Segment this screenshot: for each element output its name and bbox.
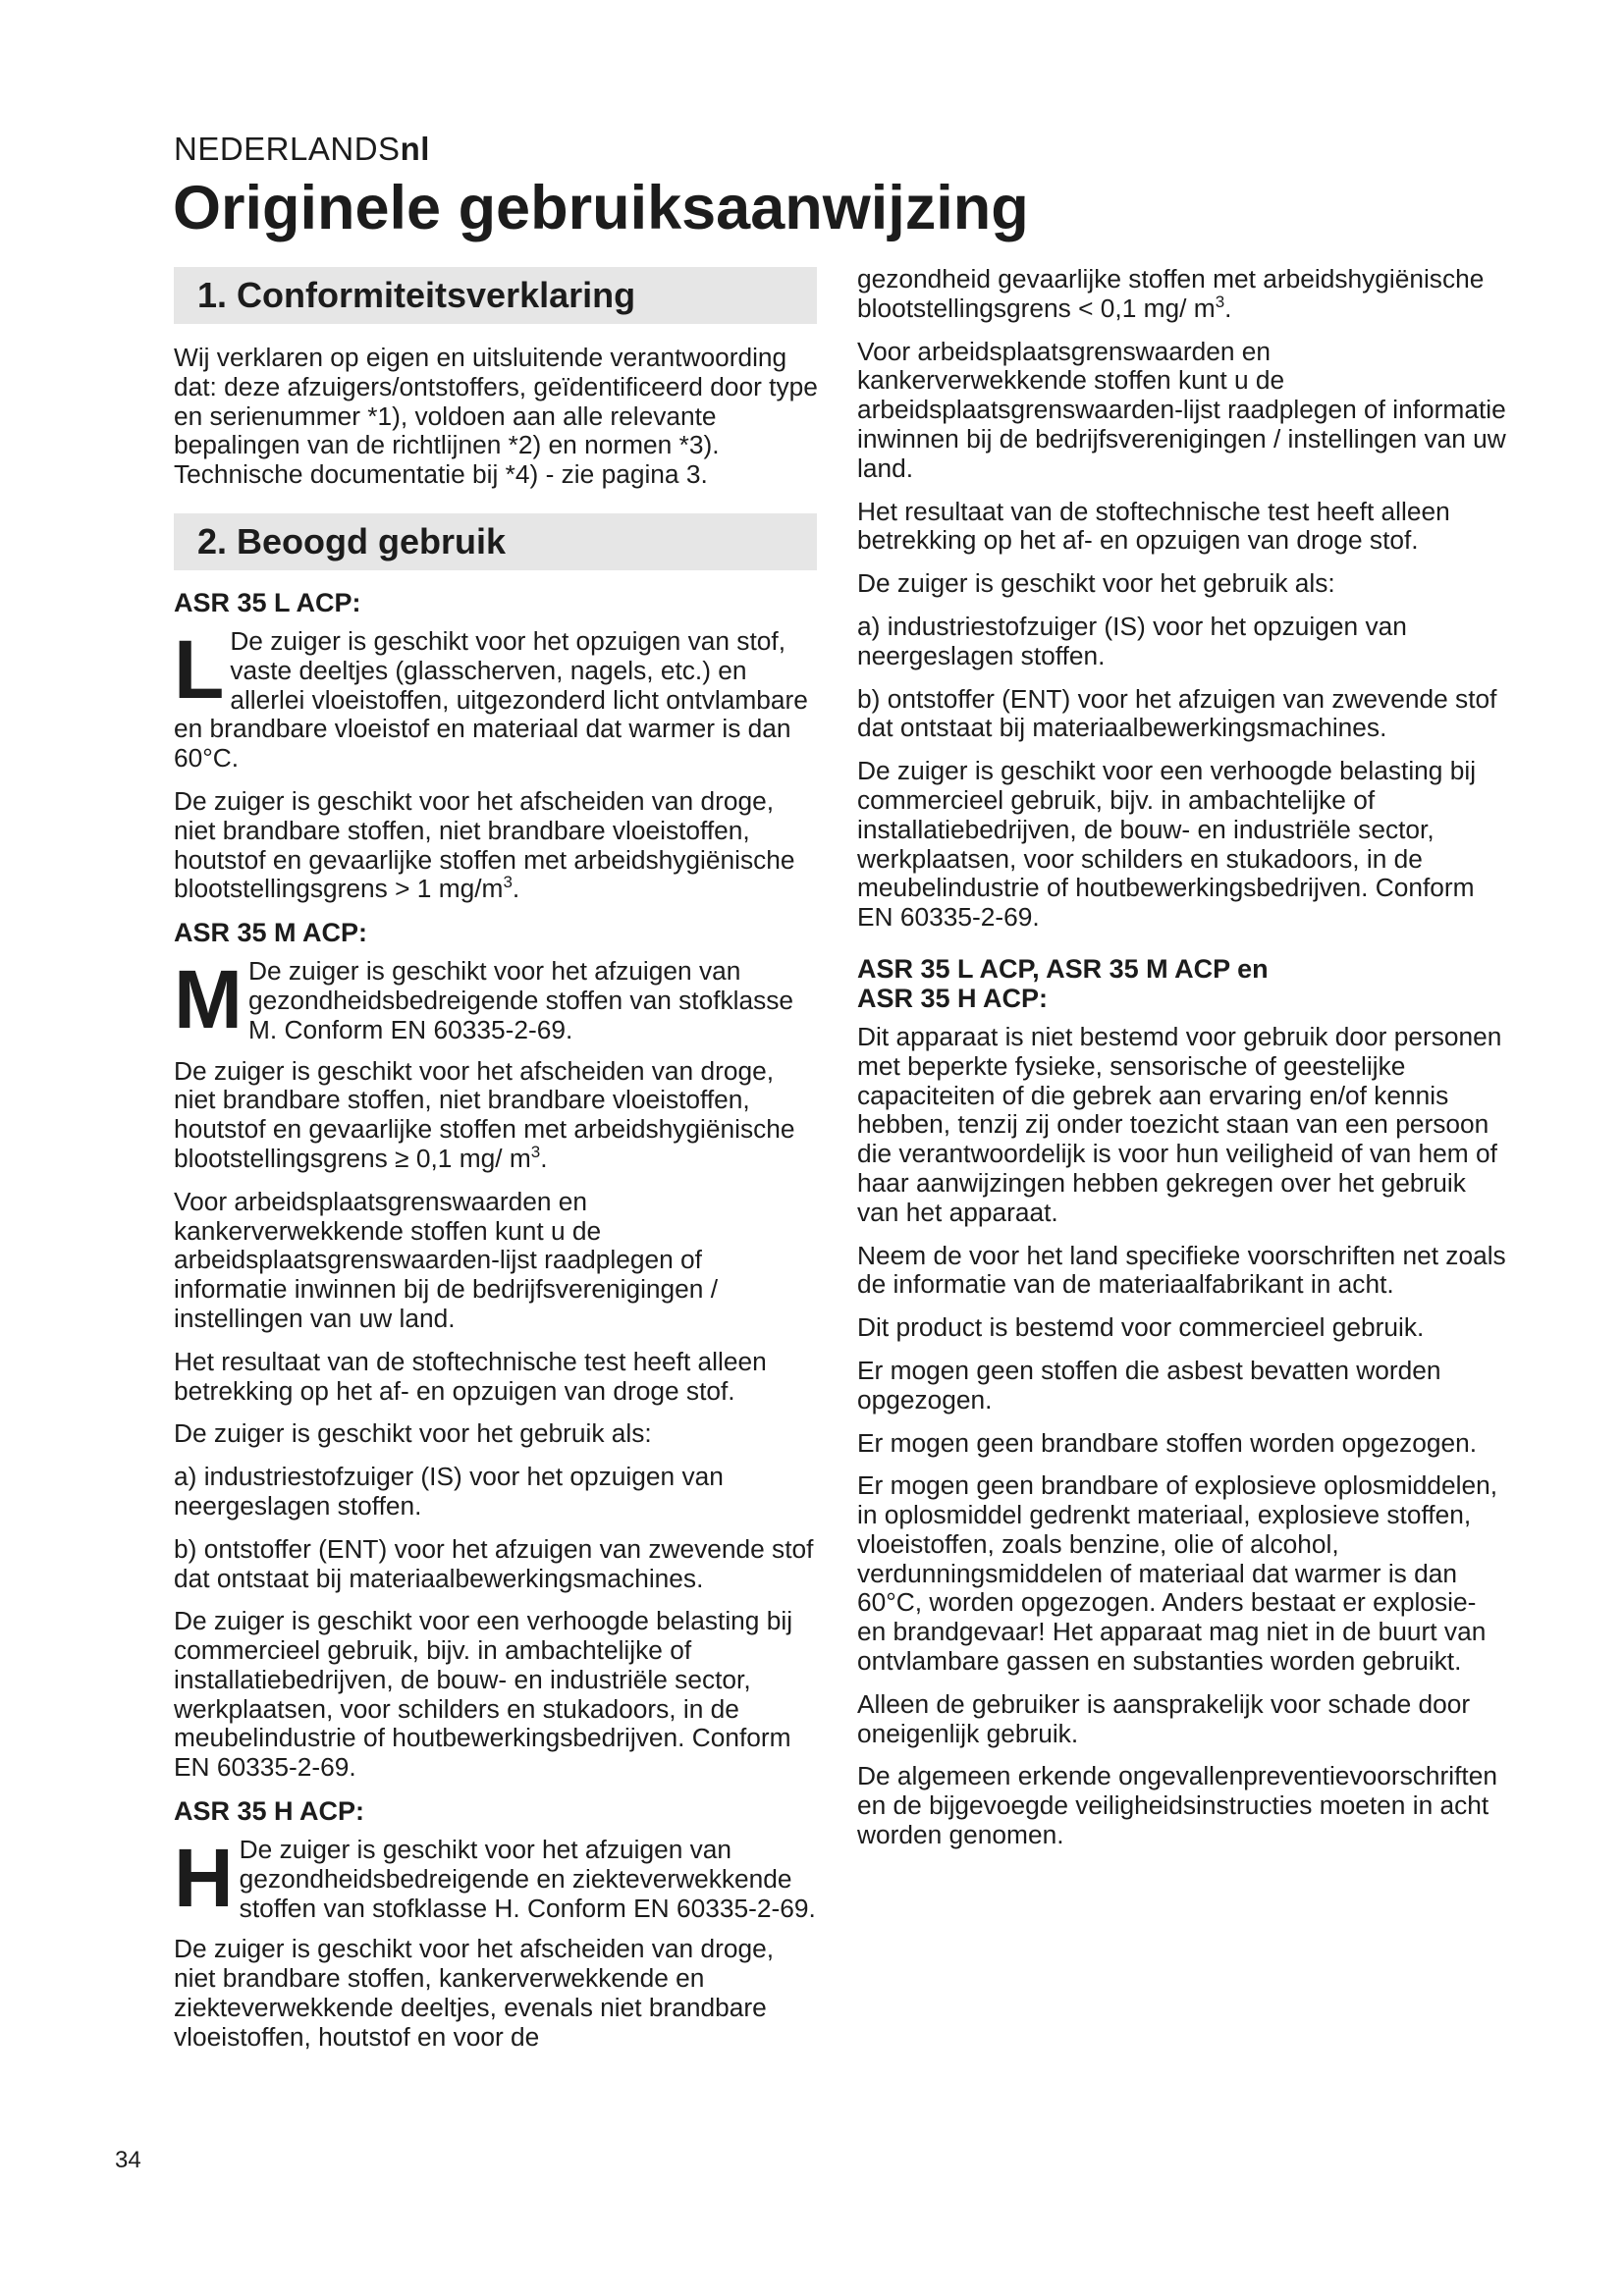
asr-35-h-heading: ASR 35 H ACP: — [174, 1796, 365, 1827]
safety-asbestos: Er mogen geen stoffen die asbest bevatten worden opgezogen. — [857, 1355, 1441, 1415]
asr-35-l-heading: ASR 35 L ACP: — [174, 587, 361, 617]
dust-class-m-icon: M — [174, 953, 243, 1046]
conformity-text: Wij verklaren op eigen en uitsluitende verantwoording dat: deze afzuigers/ontstoffers, geïdentificeerd door type en serienummer *1), voldoen aan alle relevante bepalingen van de richtlijnen *2) en normen *3). Technische documentatie bij *4) - zie pagina 3. — [174, 343, 818, 490]
right-continued-text: gezondheid gevaarlijke stoffen met arbeidshygiënische blootstellingsgrens < 0,1 mg/ $m^3$. — [857, 264, 1485, 323]
right-load: De zuiger is geschikt voor een verhoogde belasting bij commercieel gebruik, bijv. in ambachtelijke of installatiebedrijven, de bouw- en industriële sector, werkplaatsen, voor schilders en stukadoors, in de meubelindustrie of houtbewerkingsbedrijven. Conform EN 60335-2-69. — [857, 756, 1477, 933]
right-use-b: b) ontstoffer (ENT) voor het afzuigen van zwevende stof dat ontstaat bij materiaalbewerkingsmachines. — [857, 683, 1497, 743]
safety-accident-prevention: De algemeen erkende ongevallenpreventievoorschriften en de bijgevoegde veiligheidsinstructies moeten in acht worden genomen. — [857, 1761, 1497, 1850]
asr-35-m-test-result: Het resultaat van de stoftechnische test heeft alleen betrekking op het af- en opzuigen van droge stof. — [174, 1346, 767, 1406]
language-name: NEDERLANDS — [174, 131, 401, 167]
page-title: Originele gebruiksaanwijzing — [173, 174, 1029, 242]
asr-35-l-text: De zuiger is geschikt voor het afscheiden van droge, niet brandbare stoffen, niet brandbare vloeistoffen, houtstof en gevaarlijke stoffen met arbeidshygiënische blootstellingsgrens > 1 $mg/m^3$. — [174, 785, 795, 904]
safety-regulations: Neem de voor het land specifieke voorschriften net zoals de informatie van de materiaalfabrikant in acht. — [857, 1240, 1506, 1300]
asr-35-m-text: De zuiger is geschikt voor het afscheiden van droge, niet brandbare stoffen, niet brandbare vloeistoffen, houtstof en gevaarlijke stoffen met arbeidshygiënische blootstellingsgrens ≥ 0,1 mg/ $m^3$. — [174, 1055, 795, 1173]
right-use-intro: De zuiger is geschikt voor het gebruik als: — [857, 568, 1335, 599]
asr-35-m-load: De zuiger is geschikt voor een verhoogde belasting bij commercieel gebruik, bijv. in ambachtelijke of installatiebedrijven, de bouw- en industriële sector, werkplaatsen, voor schilders en stukadoors, in de meubelindustrie of houtbewerkingsbedrijven. Conform EN 60335-2-69. — [174, 1606, 793, 1783]
page-number: 34 — [115, 2147, 141, 2173]
dust-class-h-icon: H — [174, 1832, 234, 1925]
asr-35-l-intro: L De zuiger is geschikt voor het opzuigen van stof, vaste deeltjes (glasscherven, nagels, etc.) en allerlei vloeistoffen, uitgezonderd licht ontvlambare en brandbare vloeistof en materiaal dat warmer is dan 60°C. — [174, 622, 808, 774]
right-limits: Voor arbeidsplaatsgrenswaarden en kankerverwekkende stoffen kunt u de arbeidsplaatsgrenswaarden-lijst raadplegen of informatie inwinnen bij de bedrijfsverenigingen / instellingen van uw land. — [857, 336, 1506, 483]
safety-liability: Alleen de gebruiker is aansprakelijk voor schade door oneigenlijk gebruik. — [857, 1688, 1471, 1748]
asr-35-h-intro: H De zuiger is geschikt voor het afzuigen van gezondheidsbedreigende en ziekteverwekkende stoffen van stofklasse H. Conform EN 60335-2-69. — [174, 1832, 816, 1925]
safety-flammable: Er mogen geen brandbare stoffen worden opgezogen. — [857, 1427, 1478, 1458]
language-label — [174, 131, 430, 168]
section-heading-conformity: 1. Conformiteitsverklaring — [174, 267, 817, 324]
asr-35-m-heading: ASR 35 M ACP: — [174, 918, 368, 948]
left-column — [174, 267, 822, 2066]
asr-35-m-use-a: a) industriestofzuiger (IS) voor het opzuigen van neergeslagen stoffen. — [174, 1462, 724, 1521]
all-models-heading: ASR 35 L ACP, ASR 35 M ACP en ASR 35 H ACP: — [857, 953, 1269, 1013]
right-test-result: Het resultaat van de stoftechnische test heeft alleen betrekking op het af- en opzuigen van droge stof. — [857, 496, 1450, 556]
safety-persons: Dit apparaat is niet bestemd voor gebruik door personen met beperkte fysieke, sensorische of geestelijke capaciteiten of die gebrek aan ervaring en/of kennis hebben, tenzij zij onder toezicht staan van een persoon die verantwoordelijk is voor hun veiligheid of van hem of haar aanwijzingen hebben gekregen over het gebruik van het apparaat. — [857, 1021, 1502, 1227]
asr-35-m-use-intro: De zuiger is geschikt voor het gebruik als: — [174, 1418, 652, 1449]
right-use-a: a) industriestofzuiger (IS) voor het opzuigen van neergeslagen stoffen. — [857, 611, 1407, 670]
right-column — [857, 265, 1507, 1864]
safety-commercial: Dit product is bestemd voor commercieel gebruik. — [857, 1312, 1425, 1343]
asr-35-m-use-b: b) ontstoffer (ENT) voor het afzuigen van zwevende stof dat ontstaat bij materiaalbewerkingsmachines. — [174, 1533, 814, 1593]
asr-35-m-intro: M De zuiger is geschikt voor het afzuigen van gezondheidsbedreigende stoffen van stofklasse M. Conform EN 60335-2-69. — [174, 953, 794, 1046]
asr-35-m-limits: Voor arbeidsplaatsgrenswaarden en kankerverwekkende stoffen kunt u de arbeidsplaatsgrenswaarden-lijst raadplegen of informatie inwinnen bij de bedrijfsverenigingen / instellingen van uw land. — [174, 1186, 719, 1333]
safety-explosive: Er mogen geen brandbare of explosieve oplosmiddelen, in oplosmiddel gedrenkt materiaal, explosieve stoffen, vloeistoffen, zoals benzine, olie of alcohol, verdunningsmiddelen of materiaal dat warmer is dan 60°C, worden opgezogen. Anders bestaat er explosie- en brandgevaar! Het apparaat mag niet in de buurt van ontvlambare gassen en substanties worden gebruikt. — [857, 1470, 1498, 1677]
language-code: nl — [400, 131, 430, 167]
asr-35-h-text: De zuiger is geschikt voor het afscheiden van droge, niet brandbare stoffen, kankerverwekkende en ziekteverwekkende deeltjes, evenals niet brandbare vloeistoffen, houtstof en voor de — [174, 1934, 775, 2052]
section-heading-intended-use: 2. Beoogd gebruik — [174, 513, 817, 570]
dust-class-l-icon: L — [174, 622, 225, 716]
